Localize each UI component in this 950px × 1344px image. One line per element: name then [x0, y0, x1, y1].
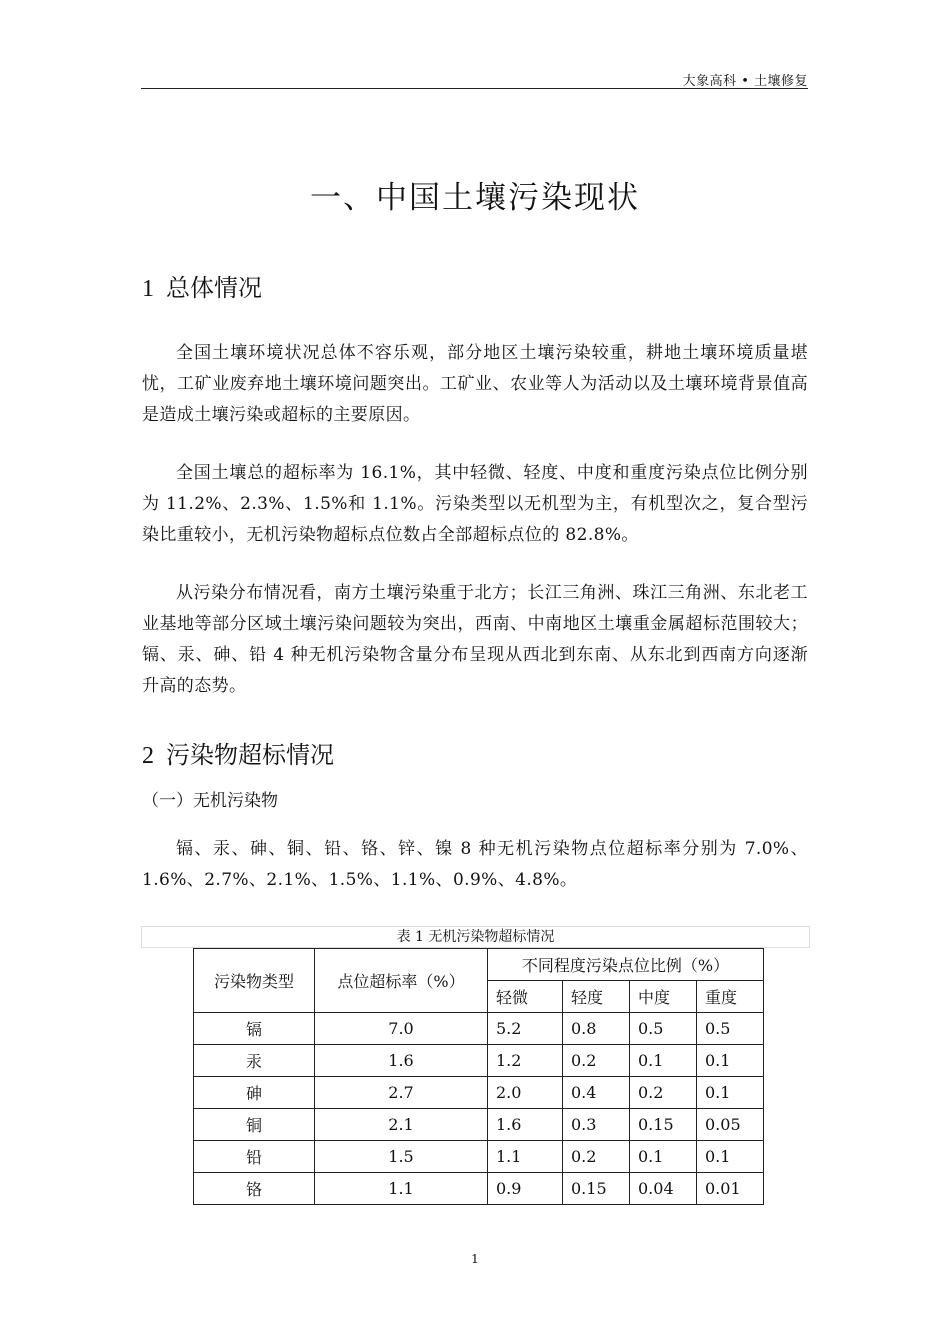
table-row — [194, 1109, 764, 1141]
section-heading-2 — [142, 735, 334, 770]
header-cell-level: 轻微 — [488, 981, 563, 1013]
header-cell-rate: 点位超标率（%） — [315, 949, 488, 1013]
section-title: 总体情况 — [166, 274, 262, 302]
table-cell: 0.1 — [630, 1045, 697, 1077]
table-cell: 0.01 — [697, 1173, 764, 1205]
table-cell: 铬 — [194, 1173, 315, 1205]
header-cell-level: 重度 — [697, 981, 764, 1013]
section-number: 1 — [142, 276, 154, 302]
table-cell: 0.2 — [563, 1141, 630, 1173]
paragraph: 全国土壤环境状况总体不容乐观，部分地区土壤污染较重，耕地土壤环境质量堪忧，工矿业废弃地土壤环境问题突出。工矿业、农业等人为活动以及土壤环境背景值高是造成土壤污染或超标的主要原因。 — [142, 343, 808, 425]
header-cell-group: 不同程度污染点位比例（%） — [488, 949, 764, 981]
paragraph: 从污染分布情况看，南方土壤污染重于北方；长江三角洲、珠江三角洲、东北老工业基地等部分区域土壤污染问题较为突出，西南、中南地区土壤重金属超标范围较大；镉、汞、砷、铅 4 种无机污染物含量分布呈现从西北到东南、从东北到西南方向逐渐升高的态势。 — [142, 583, 808, 696]
table-cell: 0.2 — [563, 1045, 630, 1077]
table-cell: 0.5 — [630, 1013, 697, 1045]
header-cell-type: 污染物类型 — [194, 949, 315, 1013]
table-cell: 0.15 — [630, 1109, 697, 1141]
table-cell: 1.1 — [315, 1173, 488, 1205]
table-header-row — [194, 949, 764, 981]
data-table — [193, 948, 764, 1205]
section-number: 2 — [142, 743, 154, 769]
table-cell: 1.6 — [488, 1109, 563, 1141]
header-cell-level: 中度 — [630, 981, 697, 1013]
table-cell: 0.4 — [563, 1077, 630, 1109]
table-row — [194, 1173, 764, 1205]
table-cell: 7.0 — [315, 1013, 488, 1045]
table-cell: 0.2 — [630, 1077, 697, 1109]
table-cell: 0.04 — [630, 1173, 697, 1205]
table-cell: 0.3 — [563, 1109, 630, 1141]
table-cell: 1.2 — [488, 1045, 563, 1077]
table-row — [194, 1045, 764, 1077]
header-cell-level: 轻度 — [563, 981, 630, 1013]
table-cell: 1.5 — [315, 1141, 488, 1173]
table-cell: 铜 — [194, 1109, 315, 1141]
table-cell: 0.1 — [697, 1045, 764, 1077]
paragraph: 全国土壤总的超标率为 16.1%，其中轻微、轻度、中度和重度污染点位比例分别为 11.2%、2.3%、1.5%和 1.1%。污染类型以无机型为主，有机型次之，复合型污染比重较小，无机污染物超标点位数占全部超标点位的 82.8%。 — [142, 463, 808, 545]
table-cell: 1.6 — [315, 1045, 488, 1077]
table-cell: 砷 — [194, 1077, 315, 1109]
table-cell: 0.9 — [488, 1173, 563, 1205]
table-row — [194, 1141, 764, 1173]
subheading: （一）无机污染物 — [142, 791, 278, 811]
table-cell: 0.05 — [697, 1109, 764, 1141]
table-cell: 0.1 — [630, 1141, 697, 1173]
table-cell: 2.7 — [315, 1077, 488, 1109]
table-cell: 1.1 — [488, 1141, 563, 1173]
table-row — [194, 1077, 764, 1109]
table-caption: 表 1 无机污染物超标情况 — [141, 926, 810, 948]
table-cell: 2.1 — [315, 1109, 488, 1141]
table-cell: 0.8 — [563, 1013, 630, 1045]
header-text: 大象高科 • 土壤修复 — [682, 74, 808, 89]
section-heading-1 — [142, 268, 262, 303]
page-number: 1 — [471, 1252, 479, 1266]
table-cell: 0.15 — [563, 1173, 630, 1205]
table-cell: 0.1 — [697, 1141, 764, 1173]
section-title: 污染物超标情况 — [166, 741, 334, 769]
table-cell: 0.5 — [697, 1013, 764, 1045]
paragraph: 镉、汞、砷、铜、铅、铬、锌、镍 8 种无机污染物点位超标率分别为 7.0%、1.6%、2.7%、2.1%、1.5%、1.1%、0.9%、4.8%。 — [142, 839, 808, 890]
table-cell: 镉 — [194, 1013, 315, 1045]
page-title: 一、中国土壤污染现状 — [310, 180, 640, 216]
table-row — [194, 1013, 764, 1045]
table-cell: 汞 — [194, 1045, 315, 1077]
table-cell: 2.0 — [488, 1077, 563, 1109]
table-cell: 5.2 — [488, 1013, 563, 1045]
table-cell: 0.1 — [697, 1077, 764, 1109]
page-header — [141, 70, 808, 89]
table-cell: 铅 — [194, 1141, 315, 1173]
